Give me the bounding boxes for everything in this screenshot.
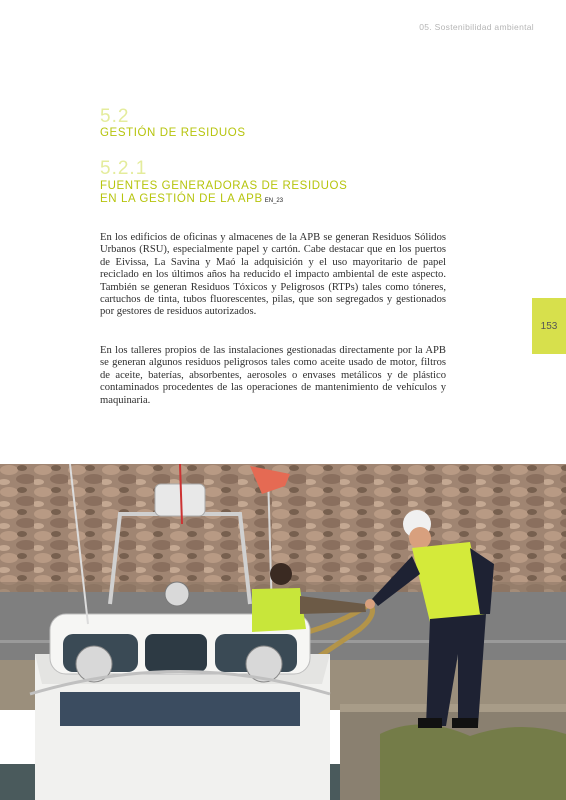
- subsection-number: 5.2.1: [100, 158, 148, 179]
- paragraph-1: En los edificios de oficinas y almacenes de la APB se generan Residuos Sólidos Urbanos (RSU), especialmente papel y cartón. Cabe destacar que en los puertos de Eivissa, La Savina y Maó la adquisición y el uso mayoritario de papel reciclado en los últimos años ha reducido el impacto ambiental de este aspecto. También se generan Residuos Tóxicos y Peligrosos (RTPs) tales como tóneres, cartuchos de tinta, tubos fluorescentes, pilas, que son segregados y gestionados por gestores de residuos autorizados.: [100, 232, 446, 318]
- page-number-tab: [532, 298, 566, 354]
- subsection-title-line1: FUENTES GENERADORAS DE RESIDUOS: [100, 180, 348, 192]
- page-number: 153: [540, 320, 558, 332]
- subsection-title-line2-text: EN LA GESTIÓN DE LA APB: [100, 193, 263, 205]
- section-number: 5.2: [100, 106, 130, 127]
- subsection-title: [100, 180, 347, 208]
- paragraph-2: En los talleres propios de las instalaciones gestionadas directamente por la APB se generan algunos residuos peligrosos tales como aceite usado de motor, filtros de aceite, baterías, absorbentes, aerosoles o envases metálicos y de plástico contaminados procedentes de las operaciones de mantenimiento de vehículos y maquinaria.: [100, 345, 446, 406]
- section-title: GESTIÓN DE RESIDUOS: [100, 127, 246, 139]
- gri-reference: EN_23: [264, 198, 284, 204]
- photo-illustration: [0, 464, 566, 800]
- boat-mooring-photo: [0, 464, 566, 800]
- subsection-title-line2: [100, 193, 347, 208]
- running-header: 05. Sostenibilidad ambiental: [419, 22, 534, 32]
